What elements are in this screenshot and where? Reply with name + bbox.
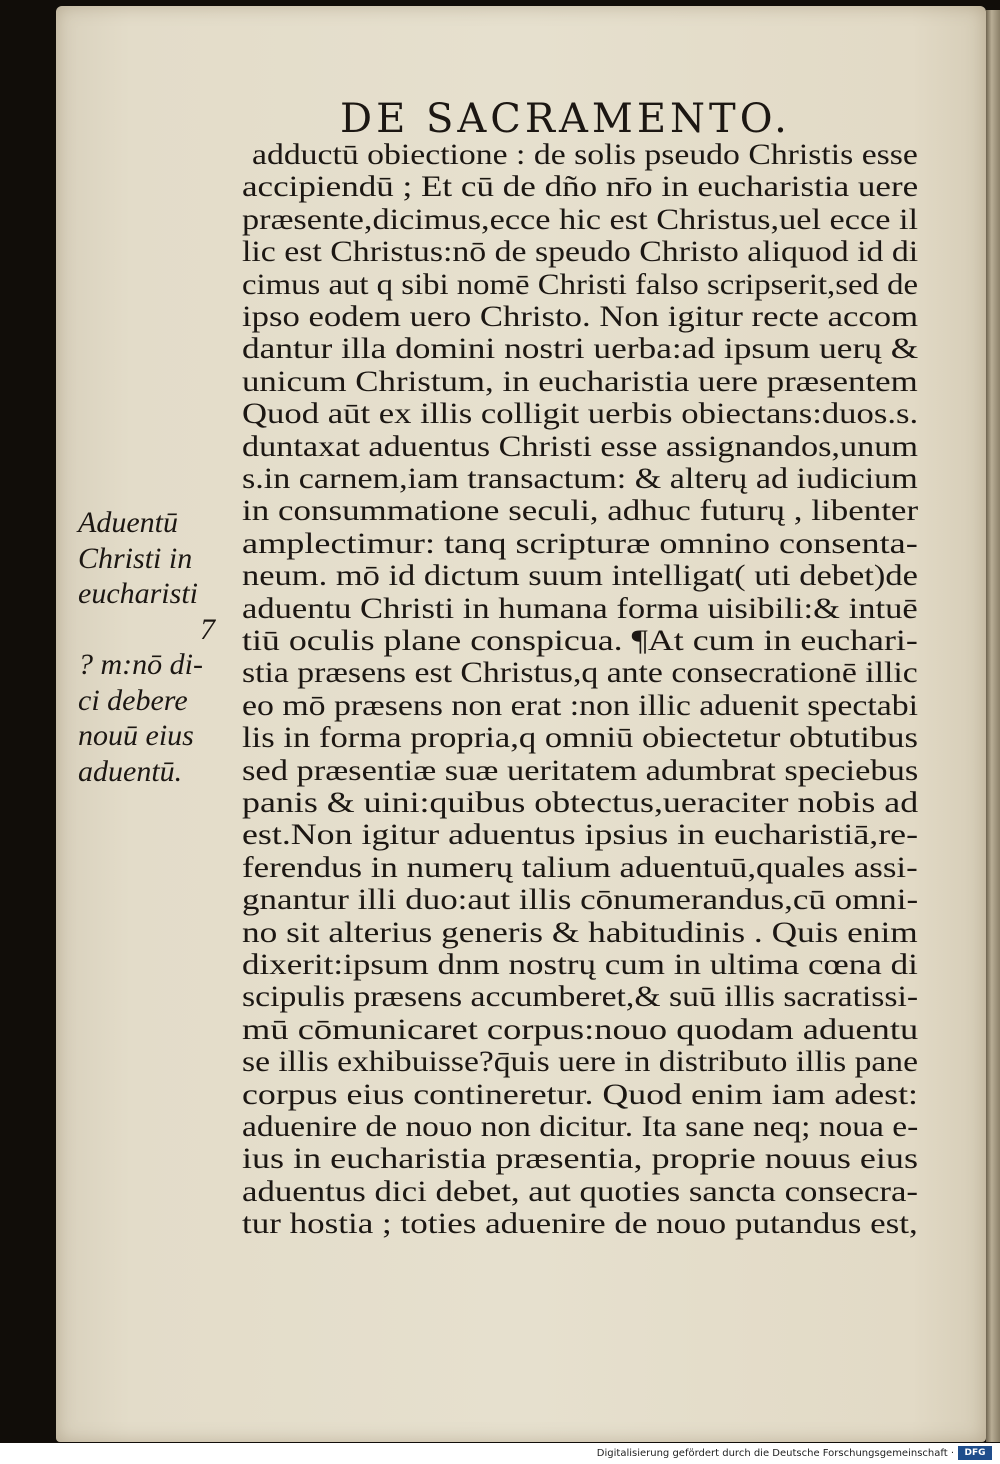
- text-line: corpus eius contineretur. Quod enim iam adest:: [242, 1077, 919, 1111]
- text-line: dixerit:ipsum dnm nostrų cum in ultima cœna di: [242, 948, 918, 981]
- text-line: ferendus in numerų talium aduentuū,quales assi-: [242, 850, 918, 884]
- text-line: s.in carnem,iam transactum: & alterų ad iudicium: [242, 462, 918, 495]
- text-line: Quod aūt ex illis colligit uerbis obiectans:duos.s.: [242, 397, 919, 431]
- text-line: lis in forma propria,q omniū obiectetur obtutibus: [242, 721, 918, 755]
- text-line: stia præsens est Christus,q ante consecrationē illic: [242, 656, 918, 690]
- text-line: unicum Christum, in eucharistia uere præsentem: [242, 364, 918, 398]
- text-line: gnantur illi duo:aut illis cōnumerandus,cū omni-: [242, 883, 919, 917]
- text-line: adductū obiectione : de solis pseudo Christis esse: [252, 138, 918, 171]
- text-line: tur hostia ; toties aduenire de nouo putandus est,: [242, 1207, 918, 1241]
- dfg-logo[interactable]: DFG: [958, 1446, 992, 1460]
- text-line: est.Non igitur aduentus ipsius in eucharistiā,re-: [242, 818, 919, 852]
- text-line: mū cōmunicaret corpus:nouo quodam aduentu: [242, 1012, 919, 1046]
- margin-note-line: eucharisti: [78, 577, 198, 610]
- text-line: scipulis præsens accumberet,& suū illis sacratissi-: [242, 980, 919, 1014]
- digitization-credit: Digitalisierung gefördert durch die Deutsche Forschungsgemeinschaft ·: [596, 1448, 954, 1459]
- text-line: dantur illa domini nostri uerba:ad ipsum uerų &: [242, 332, 919, 366]
- text-line: accipiendū ; Et cū de dño nr̄o in eucharistia uere: [242, 170, 919, 204]
- margin-note-line: Aduentū: [78, 506, 178, 539]
- text-line: aduentu Christi in humana forma uisibili:& intuē: [242, 591, 918, 625]
- text-line: panis & uini:quibus obtectus,ueraciter nobis ad: [242, 786, 919, 819]
- footer-bar: [0, 1443, 1000, 1464]
- text-line: præsente,dicimus,ecce hic est Christus,uel ecce il: [242, 202, 919, 236]
- text-line: ius in eucharistia præsentia, proprie nouus eius: [242, 1142, 918, 1176]
- text-line: cimus aut q sibi nomē Christi falso scripserit,sed de: [242, 267, 919, 301]
- text-line: neum. mō id dictum suum intelligat( uti debet)de: [242, 559, 918, 593]
- text-line: in consummatione seculi, adhuc futurų , libenter: [242, 494, 919, 528]
- margin-note-line: ? m:nō di-: [78, 648, 203, 681]
- text-line: duntaxat aduentus Christi esse assignandos,unum: [242, 429, 918, 463]
- text-line: lic est Christus:nō de speudo Christo aliquod id di: [242, 235, 919, 269]
- text-line: amplectimur: tanq scripturæ omnino consenta-: [242, 526, 918, 560]
- margin-note-line: 7: [200, 612, 215, 646]
- margin-note-line: ci debere: [78, 683, 188, 717]
- text-line: tiū oculis plane conspicua. ¶At cum in euchari-: [242, 624, 918, 657]
- page-edge: [986, 10, 1000, 1442]
- text-line: sed præsentiæ suæ ueritatem adumbrat speciebus: [242, 753, 919, 787]
- text-line: aduentus dici debet, aut quoties sancta consecra-: [242, 1174, 919, 1208]
- margin-note-line: aduentū.: [78, 754, 183, 788]
- text-line: se illis exhibuisse?q̄uis uere in distributo illis pane: [242, 1045, 918, 1079]
- text-line: eo mō præsens non erat :non illic aduenit spectabi: [242, 688, 919, 722]
- text-line: no sit alterius generis & habitudinis . Quis enim: [242, 915, 918, 949]
- text-line: aduenire de nouo non dicitur. Ita sane neq; noua e-: [242, 1110, 919, 1143]
- margin-note-line: Christi in: [78, 541, 193, 575]
- text-line: ipso eodem uero Christo. Non igitur recte accom: [242, 300, 919, 333]
- running-head: DE SACRAMENTO.: [340, 96, 791, 142]
- margin-note-line: nouū eius: [78, 719, 194, 752]
